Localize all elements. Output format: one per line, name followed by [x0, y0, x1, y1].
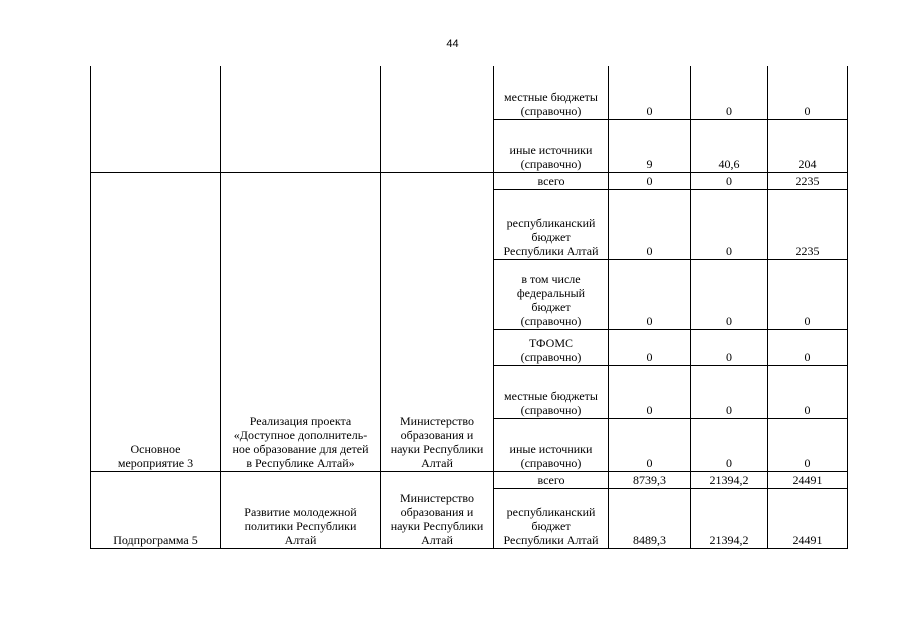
source-label: местные бюджеты (справочно)	[494, 66, 609, 119]
table-row	[91, 471, 848, 488]
source-label: в том числе федеральный бюджет (справочно)	[494, 259, 609, 329]
value-cell: 0	[691, 66, 768, 119]
source-label: всего	[494, 172, 609, 189]
value-cell: 0	[768, 259, 848, 329]
source-label: иные источники (справочно)	[494, 119, 609, 172]
activity-title-cell: Развитие молодежной политики Республики Алтай	[221, 471, 381, 548]
source-label: всего	[494, 471, 609, 488]
value-cell: 0	[609, 172, 691, 189]
activity-name-cell: Подпрограмма 5	[91, 471, 221, 548]
value-cell: 8739,3	[609, 471, 691, 488]
value-cell: 0	[691, 172, 768, 189]
value-cell: 0	[768, 418, 848, 471]
activity-title-cell	[221, 66, 381, 172]
value-cell: 9	[609, 119, 691, 172]
value-cell: 0	[609, 418, 691, 471]
value-cell: 2235	[768, 172, 848, 189]
value-cell: 0	[609, 329, 691, 365]
value-cell: 0	[691, 365, 768, 418]
value-cell: 0	[609, 365, 691, 418]
source-label: иные источники (справочно)	[494, 418, 609, 471]
value-cell: 24491	[768, 488, 848, 548]
value-cell: 0	[768, 66, 848, 119]
source-label: местные бюджеты (справочно)	[494, 365, 609, 418]
value-cell: 2235	[768, 189, 848, 259]
source-label: республиканский бюджет Республики Алтай	[494, 189, 609, 259]
value-cell: 24491	[768, 471, 848, 488]
value-cell: 40,6	[691, 119, 768, 172]
table-row	[91, 66, 848, 119]
value-cell: 0	[691, 329, 768, 365]
source-label: республиканский бюджет Республики Алтай	[494, 488, 609, 548]
value-cell: 0	[768, 329, 848, 365]
value-cell: 0	[691, 418, 768, 471]
budget-table	[90, 66, 848, 549]
value-cell: 0	[691, 189, 768, 259]
executor-cell	[381, 66, 494, 172]
value-cell: 0	[609, 189, 691, 259]
activity-name-cell	[91, 66, 221, 172]
value-cell: 0	[609, 259, 691, 329]
value-cell: 204	[768, 119, 848, 172]
page-number: 44	[446, 38, 459, 50]
table-row	[91, 172, 848, 189]
executor-cell: Министерство образования и науки Республики Алтай	[381, 471, 494, 548]
activity-name-cell: Основное мероприятие 3	[91, 172, 221, 471]
value-cell: 0	[768, 365, 848, 418]
value-cell: 8489,3	[609, 488, 691, 548]
value-cell: 21394,2	[691, 471, 768, 488]
executor-cell: Министерство образования и науки Республики Алтай	[381, 172, 494, 471]
source-label: ТФОМС (справочно)	[494, 329, 609, 365]
activity-title-cell: Реализация проекта «Доступное дополнитель- ное образование для детей в Республике Алтай»	[221, 172, 381, 471]
value-cell: 0	[691, 259, 768, 329]
value-cell: 0	[609, 66, 691, 119]
value-cell: 21394,2	[691, 488, 768, 548]
